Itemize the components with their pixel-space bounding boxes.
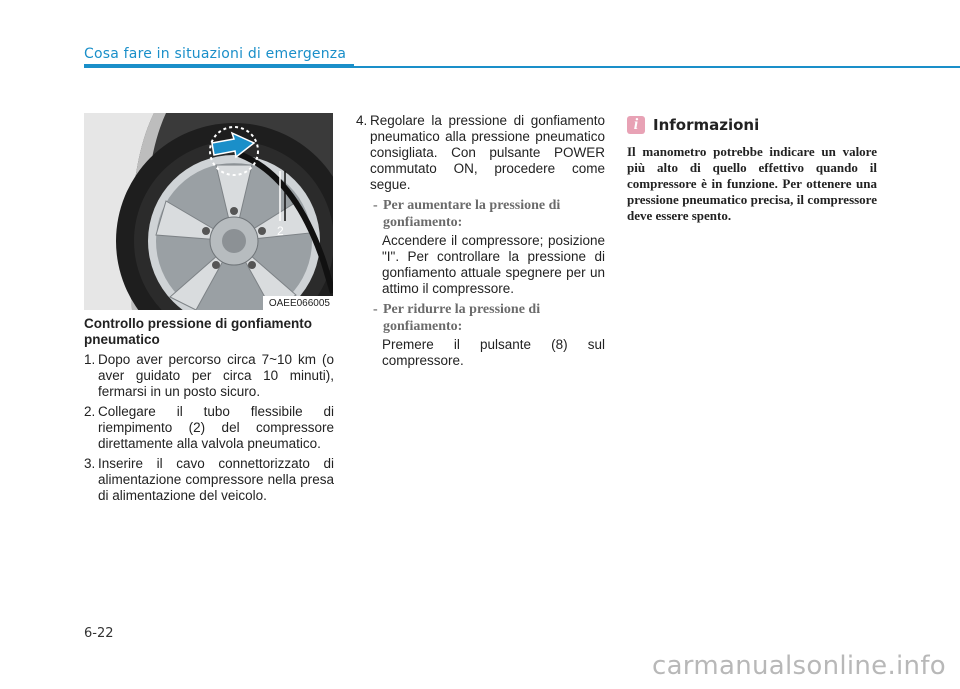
info-icon: i: [627, 116, 645, 134]
watermark: carmanualsonline.info: [651, 651, 946, 681]
dash-bullet: -: [373, 198, 378, 213]
header-rule-accent: [84, 64, 354, 68]
page-number: 6-22: [84, 626, 114, 641]
step-number: 3.: [84, 456, 96, 471]
step-text: Collegare il tubo flessibile di riempimento (2) del compressore direttamente alla valvola pneumatico.: [98, 404, 334, 451]
left-column: [84, 316, 334, 508]
info-text: Il manometro potrebbe indicare un valore più alto di quello effettivo quando il compressore è in funzione. Per ottenere una pressione pneumatico precisa, il compressore deve essere spento.: [627, 144, 877, 223]
decrease-heading-text: Per ridurre la pressione di gonfiamento:: [383, 302, 541, 334]
tire-valve-photo: [84, 113, 333, 310]
decrease-text: Premere il pulsante (8) sul compressore.: [382, 337, 605, 368]
info-title: Informazioni: [653, 116, 760, 134]
info-box: [627, 116, 877, 224]
step-text: Regolare la pressione di gonfiamento pneumatico alla pressione pneumatico consigliata. Con pulsante POWER commutato ON, procedere come segue.: [370, 113, 605, 192]
step-number: 1.: [84, 352, 96, 367]
dash-bullet: -: [373, 302, 378, 317]
step-number: 2.: [84, 404, 96, 419]
step-item: [356, 113, 605, 193]
step-item: [84, 352, 334, 400]
increase-heading: [373, 197, 605, 231]
increase-text: Accendere il compressore; posizione "I". Per controllare la pressione di gonfiamento attuale spegnere per un attimo il compressore.: [382, 233, 605, 296]
info-header: [627, 116, 877, 134]
section-header-title: Cosa fare in situazioni di emergenza: [84, 46, 347, 62]
figure-code: OAEE066005: [263, 296, 333, 310]
step-number: 4.: [356, 113, 368, 128]
step-text: Inserire il cavo connettorizzato di alimentazione compressore nella presa di alimentazione del veicolo.: [98, 456, 334, 503]
decrease-heading: [373, 301, 605, 335]
wheel-illustration: [84, 113, 333, 310]
section-title: Controllo pressione di gonfiamento pneumatico: [84, 316, 313, 347]
callout-label: 2: [277, 224, 284, 238]
step-text: Dopo aver percorso circa 7~10 km (o aver guidato per circa 10 minuti), fermarsi in un posto sicuro.: [98, 352, 334, 399]
step-item: [84, 404, 334, 452]
step-item: [84, 456, 334, 504]
increase-heading-text: Per aumentare la pressione di gonfiamento:: [383, 198, 561, 230]
middle-column: [356, 113, 605, 373]
